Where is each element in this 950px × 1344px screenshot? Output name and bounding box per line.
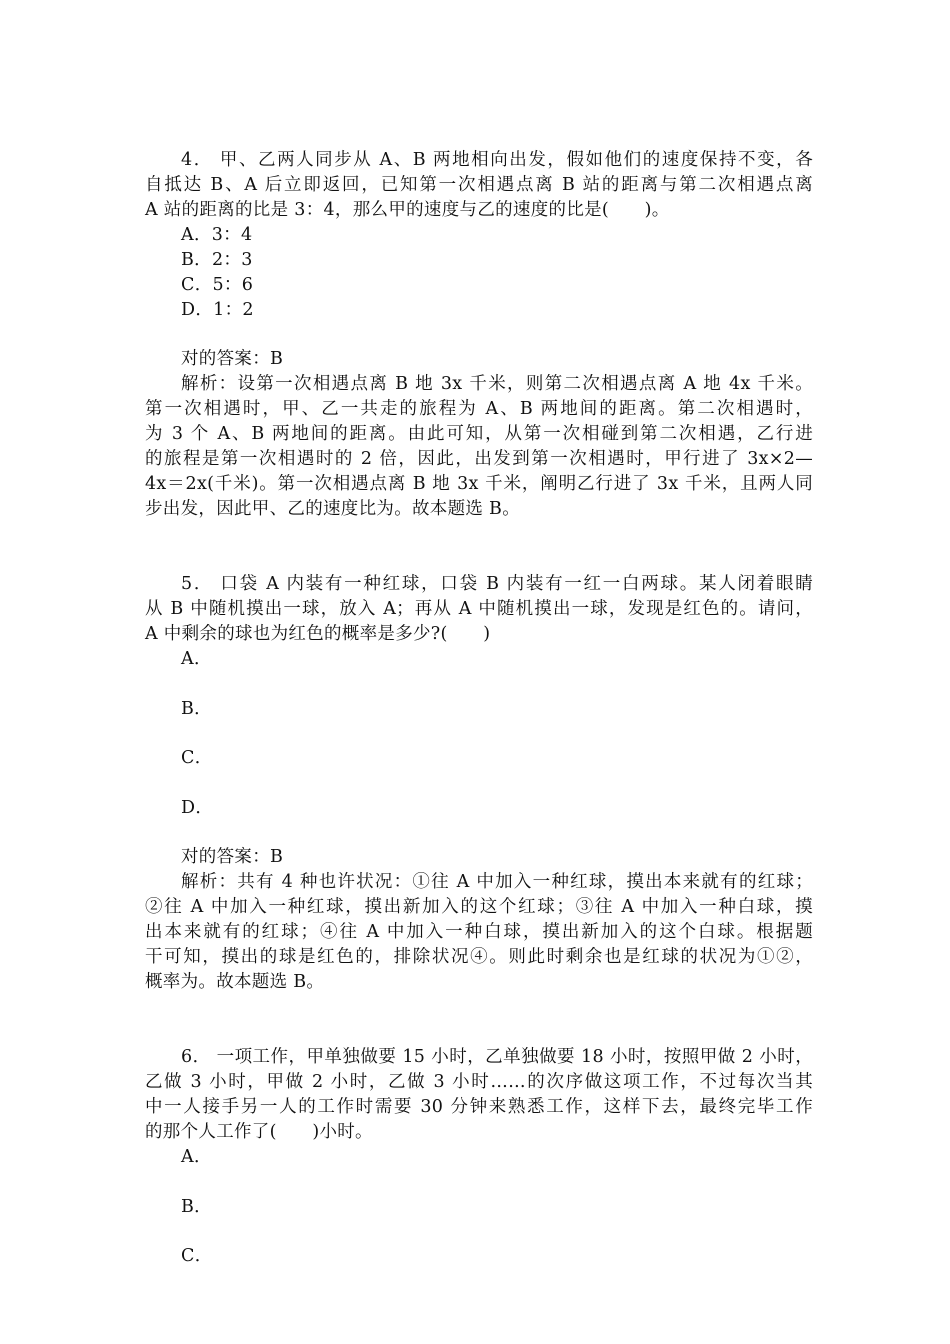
q4-analysis-line: 步出发，因此甲、乙的速度比为。故本题选 B。 (145, 499, 521, 519)
q4-analysis-line: 为 3 个 A、B 两地间的距离。由此可知，从第一次相碰到第二次相遇，乙行进 (145, 424, 813, 444)
q6-stem-line: 乙做 3 小时，甲做 2 小时，乙做 3 小时……的次序做这项工作，不过每次当其 (145, 1072, 813, 1092)
q6-stem-line: 6． 一项工作，甲单独做要 15 小时，乙单独做要 18 小时，按照甲做 2 小时， (181, 1047, 813, 1067)
q5-analysis-line: 出本来就有的红球；④往 A 中加入一种白球，摸出新加入的这个白球。根据题 (145, 922, 813, 942)
q5-option-d: D． (181, 798, 214, 818)
q4-analysis-line: 的旅程是第一次相遇时的 2 倍，因此，出发到第一次相遇时，甲行进了 3x×2— (145, 449, 813, 469)
q4-option-d: D．1：2 (181, 300, 254, 320)
q4-option-c: C．5：6 (181, 275, 254, 295)
q5-analysis-line: 概率为。故本题选 B。 (145, 972, 325, 992)
q5-option-c: C． (181, 748, 213, 768)
q4-stem-line: 自抵达 B、A 后立即返回，已知第一次相遇点离 B 站的距离与第二次相遇点离 (145, 175, 813, 195)
q5-stem-line: 从 B 中随机摸出一球，放入 A；再从 A 中随机摸出一球，发现是红色的。请问， (145, 599, 813, 619)
q5-stem-line: A 中剩余的球也为红色的概率是多少?( ) (145, 624, 491, 644)
q4-answer: 对的答案：B (181, 349, 284, 369)
q5-stem-line: 5． 口袋 A 内装有一种红球，口袋 B 内装有一红一白两球。某人闭着眼睛 (181, 574, 813, 594)
q6-stem-line: 的那个人工作了( )小时。 (145, 1122, 373, 1142)
q4-option-a: A．3：4 (181, 225, 253, 245)
q6-stem-line: 中一人接手另一人的工作时需要 30 分钟来熟悉工作，这样下去，最终完毕工作 (145, 1097, 813, 1117)
q4-analysis-line: 解析：设第一次相遇点离 B 地 3x 千米，则第二次相遇点离 A 地 4x 千米。 (181, 374, 813, 394)
q6-option-c: C． (181, 1246, 213, 1266)
q4-option-b: B．2：3 (181, 250, 253, 270)
q4-stem-line: 4． 甲、乙两人同步从 A、B 两地相向出发，假如他们的速度保持不变，各 (181, 150, 813, 170)
q6-option-b: B． (181, 1197, 212, 1217)
q5-option-a: A． (181, 649, 212, 669)
q5-analysis-line: 解析：共有 4 种也许状况：①往 A 中加入一种红球，摸出本来就有的红球； (181, 872, 813, 892)
q6-option-a: A． (181, 1147, 212, 1167)
q4-analysis-line: 第一次相遇时，甲、乙一共走的旅程为 A、B 两地间的距离。第二次相遇时， (145, 399, 813, 419)
q5-analysis-line: 干可知，摸出的球是红色的，排除状况④。则此时剩余也是红球的状况为①②， (145, 947, 813, 967)
q4-analysis-line: 4x＝2x(千米)。第一次相遇点离 B 地 3x 千米，阐明乙行进了 3x 千米，且两人同 (145, 474, 813, 494)
q4-stem-line: A 站的距离的比是 3：4，那么甲的速度与乙的速度的比是( )。 (145, 200, 670, 220)
q5-option-b: B． (181, 699, 212, 719)
q5-analysis-line: ②往 A 中加入一种红球，摸出新加入的这个红球；③往 A 中加入一种白球，摸 (145, 897, 813, 917)
q5-answer: 对的答案：B (181, 847, 284, 867)
